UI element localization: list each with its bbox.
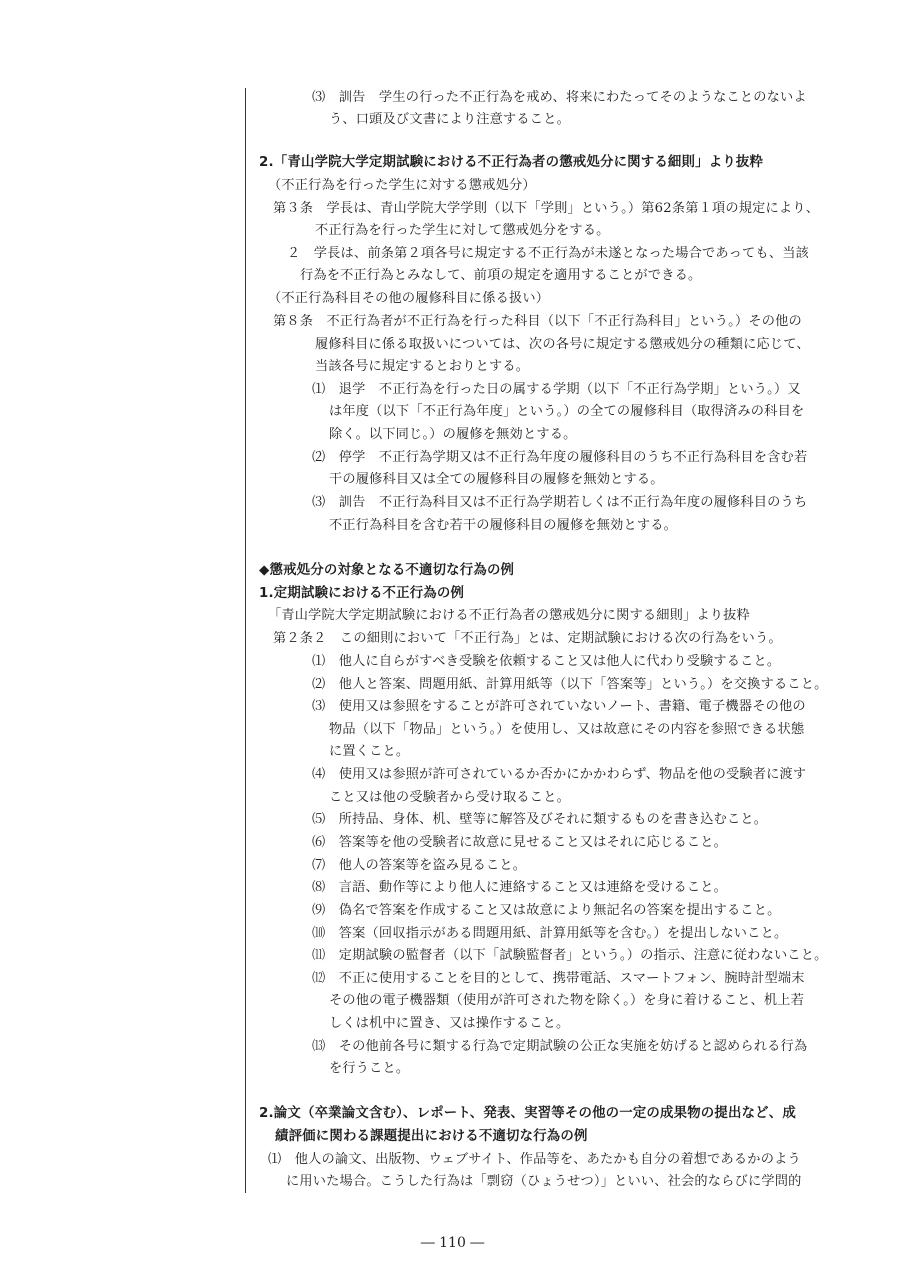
article-line: 第８条 不正行為者が不正行為を行った科目（以下「不正行為科目」という。）その他の: [273, 314, 802, 329]
list-item: ⑶ 訓告 不正行為科目又は不正行為学期若しくは不正行為年度の履修科目のうち: [312, 495, 808, 510]
list-item: ⑶ 使用又は参照をすることが許可されていないノート、書籍、電子機器その他の: [312, 699, 806, 714]
article-line: 第２条２ この細則において「不正行為」とは、定期試験における次の行為をいう。: [273, 631, 782, 646]
list-item: ⑾ 定期試験の監督者（以下「試験監督者」という。）の指示、注意に従わないこと。: [312, 948, 828, 963]
text-line: （不正行為科目その他の履修科目に係る扱い）: [268, 291, 550, 306]
list-item: ⒀ その他前各号に類する行為で定期試験の公正な実施を妨げると認められる行為: [312, 1039, 808, 1054]
section-heading-cont: 績評価に関わる課題提出における不適切な行為の例: [275, 1129, 588, 1144]
text-line: （不正行為を行った学生に対する懲戒処分）: [268, 178, 536, 193]
list-item: ⑵ 停学 不正行為学期又は不正行為年度の履修科目のうち不正行為科目を含む若: [312, 450, 808, 465]
list-item: ⑴ 他人の論文、出版物、ウェブサイト、作品等を、あたかも自分の着想であるかのよう: [268, 1152, 801, 1167]
list-item: ⑷ 使用又は参照が許可されているか否かにかかわらず、物品を他の受験者に渡す: [312, 767, 807, 782]
list-item: ⑼ 偽名で答案を作成すること又は故意により無記名の答案を提出すること。: [312, 903, 781, 918]
text-line: 不正行為を行った学生に対して懲戒処分をする。: [315, 223, 610, 238]
page-number: ― 110 ―: [420, 1235, 485, 1251]
text-line: こと又は他の受験者から受け取ること。: [329, 790, 570, 805]
list-item: ⑿ 不正に使用することを目的として、携帯電話、スマートフォン、腕時計型端末: [312, 971, 805, 986]
subsection-heading: 1.定期試験における不正行為の例: [259, 586, 465, 601]
text-line: 干の履修科目又は全ての履修科目の履修を無効とする。: [329, 472, 664, 487]
text-line: に用いた場合。こうした行為は「剽窃（ひょうせつ）」といい、社会的ならびに学問的: [286, 1174, 802, 1189]
text-line: に置くこと。: [329, 744, 410, 759]
section-heading: 2.論文（卒業論文含む）、レポート、発表、実習等その他の一定の成果物の提出など、成: [259, 1106, 796, 1121]
text-line: う、口頭及び文書により注意すること。: [329, 112, 570, 127]
text-line: 不正行為科目を含む若干の履修科目の履修を無効とする。: [329, 518, 678, 533]
list-item: ⑽ 答案（回収指示がある問題用紙、計算用紙等を含む。）を提出しないこと。: [312, 926, 788, 941]
text-line: 当該各号に規定するとおりとする。: [315, 359, 530, 374]
margin-rule: [245, 88, 246, 1193]
text-line: しくは机中に置き、又は操作すること。: [329, 1016, 570, 1031]
text-line: 物品（以下「物品」という。）を使用し、又は故意にその内容を参照できる状態: [329, 722, 805, 737]
text-line: 「青山学院大学定期試験における不正行為者の懲戒処分に関する細則」より抜粋: [268, 608, 750, 623]
text-line: は年度（以下「不正行為年度」という。）の全ての履修科目（取得済みの科目を: [329, 404, 805, 419]
text-line: 行為を不正行為とみなして、前項の規定を適用することができる。: [300, 268, 702, 283]
list-item: ⑵ 他人と答案、問題用紙、計算用紙等（以下「答案等」という。）を交換すること。: [312, 677, 828, 692]
section-heading: 2.「青山学院大学定期試験における不正行為者の懲戒処分に関する細則」より抜粋: [259, 155, 764, 170]
article-line: 第３条 学長は、青山学院大学学則（以下「学則」という。）第62条第１項の規定により、: [273, 201, 820, 216]
section-heading: ◆懲戒処分の対象となる不適切な行為の例: [259, 563, 515, 578]
list-item: ⑸ 所持品、身体、机、壁等に解答及びそれに類するものを書き込むこと。: [312, 812, 768, 827]
list-item: ⑹ 答案等を他の受験者に故意に見せること又はそれに応じること。: [312, 835, 728, 850]
text-line: を行うこと。: [329, 1061, 410, 1076]
text-line: その他の電子機器類（使用が許可された物を除く。）を身に着けること、机上若: [329, 993, 805, 1008]
list-item: ⑻ 言語、動作等により他人に連絡すること又は連絡を受けること。: [312, 880, 728, 895]
text-line: 履修科目に係る取扱いについては、次の各号に規定する懲戒処分の種類に応じて、: [315, 337, 810, 352]
list-item: ⑴ 他人に自らがすべき受験を依頼すること又は他人に代わり受験すること。: [312, 654, 781, 669]
text-line: ２ 学長は、前条第２項各号に規定する不正行為が未遂となった場合であっても、当該: [287, 246, 809, 261]
list-item: ⑴ 退学 不正行為を行った日の属する学期（以下「不正行為学期」という。）又: [312, 382, 801, 397]
text-line: 除く。以下同じ。）の履修を無効とする。: [329, 427, 577, 442]
text-line: ⑶ 訓告 学生の行った不正行為を戒め、将来にわたってそのようなことのないよ: [312, 90, 807, 105]
list-item: ⑺ 他人の答案等を盗み見ること。: [312, 858, 527, 873]
